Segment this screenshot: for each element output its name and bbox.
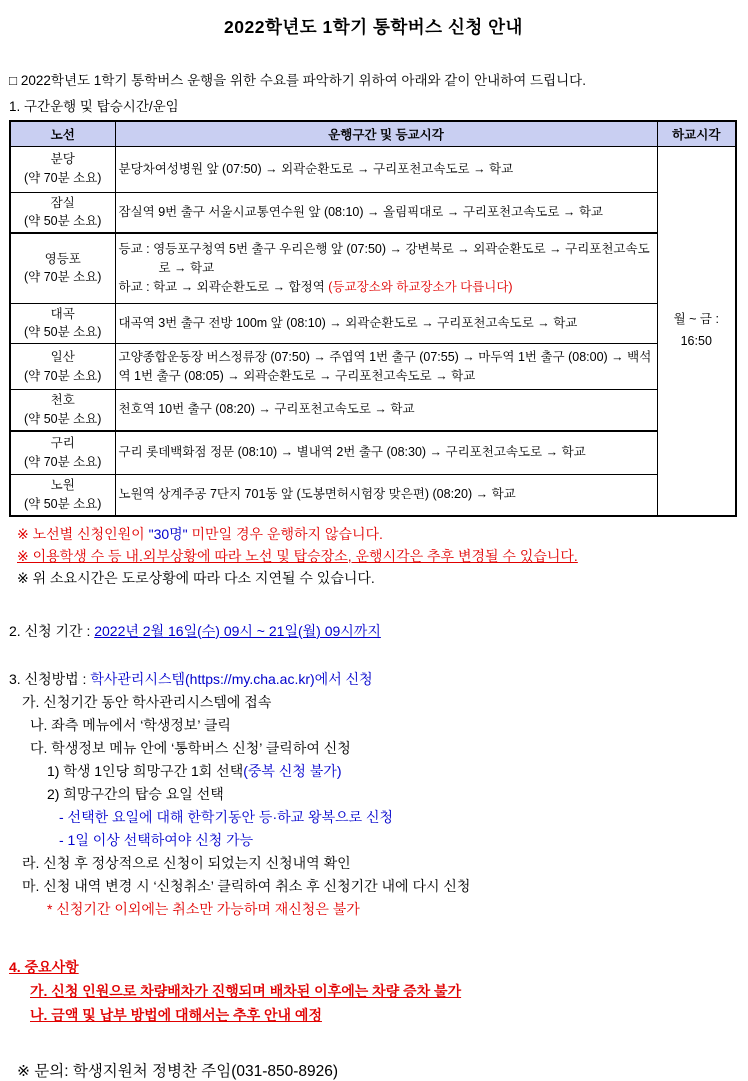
application-period-value: 2022년 2월 16일(수) 09시 ~ 21일(월) 09시까지 [94,622,381,639]
route-name-cell [10,233,115,303]
step-c2-sub2: - 1일 이상 선택하여야 신청 가능 [59,831,254,848]
route-duration: (약 50분 소요) [24,411,102,426]
route-name: 분당 [50,152,75,167]
route-schedule-cell [115,233,657,303]
table-row-yeongdeungpo [10,233,736,303]
important-b: 나. 금액 및 납부 방법에 대해서는 추후 안내 예정 [30,1006,322,1023]
step-c2: 2) 희망구간의 탑승 요일 선택 [47,785,224,802]
section3-application-method [9,668,738,921]
section3-label: 3. 신청방법 : [9,670,91,687]
intro-text: □ 2022학년도 1학기 통학버스 운행을 위한 수요를 파악하기 위하여 아래와 같이 안내하여 드립니다. [9,73,586,88]
header-return-time: 하교시각 [657,121,736,146]
schedule-line: 등교 : 영등포구청역 5번 출구 우리은행 앞 (07:50) → 강변북로 → 외곽순환도로 → 구리포천고속도 [118,242,650,257]
schedule-text: 하교 : 학교 → 외곽순환도로 → 합정역 [118,279,329,294]
return-days: 월 ~ 금 : [673,312,719,327]
table-header-row [10,121,736,146]
section2-application-period [9,621,738,641]
section4-important [9,955,738,1027]
schedule-warning-text: (등교장소와 하교장소가 다릅니다) [328,279,513,294]
route-name-cell [10,192,115,233]
step-a: 가. 신청기간 동안 학사관리시스템에 접속 [22,693,272,710]
step-d: 라. 신청 후 정상적으로 신청이 되었는지 신청내역 확인 [22,854,351,871]
section1-heading: 1. 구간운행 및 탑승시간/운임 [9,99,179,114]
step-e-note: * 신청기간 이외에는 취소만 가능하며 재신청은 불가 [47,900,360,917]
note-text: 미만일 경우 운행하지 않습니다. [187,525,383,542]
route-name-cell [10,344,115,390]
route-duration: (약 70분 소요) [24,270,102,285]
step-b: 나. 좌측 메뉴에서 ‘학생정보’ 클릭 [30,716,231,733]
route-duration: (약 50분 소요) [24,325,102,340]
step-e: 마. 신청 내역 변경 시 ‘신청취소’ 클릭하여 취소 후 신청기간 내에 다시 신청 [22,877,471,894]
note-highlight: "30명" [148,525,188,542]
section2-label: 2. 신청 기간 : [9,622,95,639]
route-duration: (약 70분 소요) [24,171,102,185]
table-notes [17,523,738,589]
return-time: 16:50 [680,333,712,348]
route-name: 대곡 [50,306,75,321]
route-name-cell [10,303,115,344]
schedule-line: 로 → 학교 [158,260,215,275]
step-c1 [47,760,738,783]
route-name-cell [10,431,115,475]
note-text: ※ 노선별 신청인원이 [17,525,149,542]
route-name: 잠실 [50,195,75,210]
header-schedule: 운행구간 및 등교시각 [115,121,657,146]
table-row-bundang [10,146,736,192]
important-a: 가. 신청 인원으로 차량배차가 진행되며 배차된 이후에는 차량 증차 불가 [30,982,462,999]
table-row-guri [10,431,736,475]
route-schedule-cell: 천호역 10번 출구 (08:20) → 구리포천고속도로 → 학교 [115,390,657,431]
doc-title: 2022학년도 1학기 통학버스 신청 안내 [224,17,523,37]
header-route: 노선 [10,121,115,146]
section3-heading [9,668,738,691]
return-time-cell [657,146,736,516]
route-duration: (약 70분 소요) [24,454,102,469]
section4-heading: 4. 중요사항 [9,958,79,975]
step-c1-note: (중복 신청 불가) [243,762,342,779]
route-name: 노원 [50,478,75,492]
table-row-ilsan [10,344,736,390]
route-schedule-cell: 고양종합운동장 버스정류장 (07:50) → 주엽역 1번 출구 (07:55) → 마두역 1번 출구 (08:00) → 백석역 1번 출구 (08:05) → 외곽순환도로 → 구리포천고속도로 → 학교 [115,344,657,390]
note-min-riders [17,523,738,545]
route-schedule-cell: 대곡역 3번 출구 전방 100m 앞 (08:10) → 외곽순환도로 → 구리포천고속도로 → 학교 [115,303,657,344]
step-c2-sub1: - 선택한 요일에 대해 한학기동안 등·하교 왕복으로 신청 [59,808,394,825]
route-schedule-cell: 노원역 상계주공 7단지 701동 앞 (도봉면허시험장 맞은편) (08:20) → 학교 [115,475,657,516]
note-delay: ※ 위 소요시간은 도로상황에 따라 다소 지연될 수 있습니다. [17,569,375,586]
table-row-daegok [10,303,736,344]
route-duration: (약 50분 소요) [24,214,102,229]
route-name-cell [10,475,115,516]
route-schedule-cell: 구리 롯데백화점 정문 (08:10) → 별내역 2번 출구 (08:30) → 구리포천고속도로 → 학교 [115,431,657,475]
table-row-jamsil [10,192,736,233]
route-schedule-cell: 분당차여성병원 앞 (07:50) → 외곽순환도로 → 구리포천고속도로 → 학교 [115,146,657,192]
bus-route-table [9,120,737,517]
route-name-cell [10,390,115,431]
table-row-cheonho [10,390,736,431]
route-name: 천호 [50,393,75,407]
schedule-line [119,278,654,297]
step-c1-text: 1) 학생 1인당 희망구간 1회 선택 [47,762,244,779]
route-name: 일산 [50,349,75,364]
route-duration: (약 70분 소요) [24,368,102,383]
note-route-change: ※ 이용학생 수 등 내.외부상황에 따라 노선 및 탑승장소, 운행시각은 추후 변경될 수 있습니다. [17,547,578,564]
step-c: 다. 학생정보 메뉴 안에 ‘통학버스 신청’ 클릭하여 신청 [30,739,351,756]
contact-info: ※ 문의: 학생지원처 정병찬 주임(031-850-8926) [17,1062,339,1080]
route-name: 영등포 [44,251,81,266]
table-row-nowon [10,475,736,516]
route-name: 구리 [50,436,75,450]
route-schedule-cell: 잠실역 9번 출구 서울시교통연수원 앞 (08:10) → 올림픽대로 → 구리포천고속도로 → 학교 [115,192,657,233]
route-name-cell [10,146,115,192]
application-system-link-text: 학사관리시스템(https://my.cha.ac.kr)에서 신청 [90,670,373,687]
route-duration: (약 50분 소요) [24,496,102,511]
